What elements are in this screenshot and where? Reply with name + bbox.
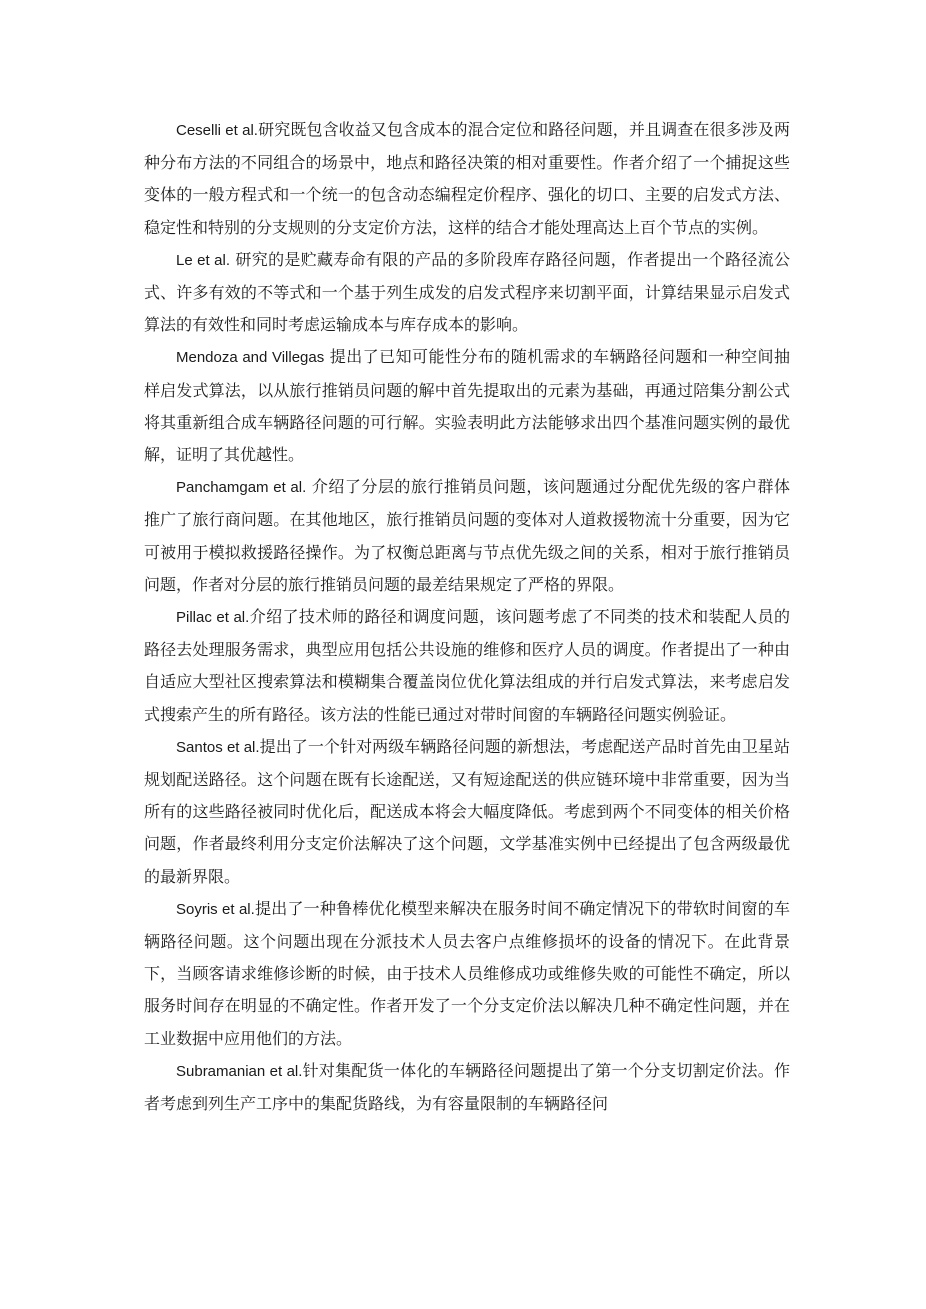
author-name: Santos et al. [176, 738, 260, 756]
paragraph-text: 针对集配货一体化的车辆路径问题提出了第一个分支切割定价法。作者考虑到列生产工序中的集配货路线，为有容量限制的车辆路径问 [144, 1060, 790, 1114]
author-name: Mendoza and Villegas [176, 349, 325, 367]
author-name: Le et al. [176, 251, 231, 269]
paragraph-text: 研究既包含收益又包含成本的混合定位和路径问题，并且调查在很多涉及两种分布方法的不同组合的场景中，地点和路径决策的相对重要性。作者介绍了一个捕捉这些变体的一般方程式和一个统一的包含动态编程定价程序、强化的切口、主要的启发式方法、稳定性和特别的分支规则的分支定价方法，这样的结合才能处理高达上百个节点的实例。 [144, 120, 790, 237]
paragraph-santos [144, 731, 790, 893]
author-name: Ceselli et al. [176, 122, 258, 139]
author-name: Pillac et al. [176, 609, 250, 627]
paragraph-text: 研究的是贮藏寿命有限的产品的多阶段库存路径问题，作者提出一个路径流公式、许多有效的不等式和一个基于列生成发的启发式程序来切割平面，计算结果显示启发式算法的有效性和同时考虑运输成本与库存成本的影响。 [144, 249, 790, 335]
paragraph-mendoza [144, 341, 790, 471]
paragraph-text: 提出了已知可能性分布的随机需求的车辆路径问题和一种空间抽样启发式算法，以从旅行推销员问题的解中首先提取出的元素为基础，再通过陪集分割公式将其重新组合成车辆路径问题的可行解。实验表明此方法能够求出四个基准问题实例的最优解，证明了其优越性。 [144, 347, 790, 465]
paragraph-text: 介绍了技术师的路径和调度问题，该问题考虑了不同类的技术和装配人员的路径去处理服务需求，典型应用包括公共设施的维修和医疗人员的调度。作者提出了一种由自适应大型社区搜索算法和模糊集合覆盖岗位优化算法组成的并行启发式算法，来考虑启发式搜索产生的所有路径。该方法的性能已通过对带时间窗的车辆路径问题实例验证。 [144, 607, 790, 724]
document-page [144, 114, 790, 1120]
paragraph-text: 提出了一种鲁棒优化模型来解决在服务时间不确定情况下的带软时间窗的车辆路径问题。这个问题出现在分派技术人员去客户点维修损坏的设备的情况下。在此背景下，当顾客请求维修诊断的时候，由于技术人员维修成功或维修失败的可能性不确定，所以服务时间存在明显的不确定性。作者开发了一个分支定价法以解决几种不确定性问题，并在工业数据中应用他们的方法。 [144, 898, 790, 1048]
paragraph-ceselli [144, 114, 790, 244]
author-name: Subramanian et al. [176, 1062, 303, 1080]
paragraph-text: 介绍了分层的旅行推销员问题，该问题通过分配优先级的客户群体推广了旅行商问题。在其他地区，旅行推销员问题的变体对人道救援物流十分重要，因为它可被用于模拟救援路径操作。为了权衡总距离与节点优先级之间的关系，相对于旅行推销员问题，作者对分层的旅行推销员问题的最差结果规定了严格的界限。 [144, 477, 790, 594]
paragraph-pillac [144, 601, 790, 731]
paragraph-panchamgam [144, 471, 790, 601]
author-name: Panchamgam et al. [176, 479, 307, 497]
paragraph-text: 提出了一个针对两级车辆路径问题的新想法，考虑配送产品时首先由卫星站规划配送路径。这个问题在既有长途配送，又有短途配送的供应链环境中非常重要，因为当所有的这些路径被同时优化后，配送成本将会大幅度降低。考虑到两个不同变体的相关价格问题，作者最终利用分支定价法解决了这个问题，文学基准实例中已经提出了包含两级最优的最新界限。 [144, 736, 790, 886]
author-name: Soyris et al. [176, 900, 255, 918]
paragraph-le [144, 244, 790, 342]
paragraph-subramanian [144, 1055, 790, 1120]
paragraph-soyris [144, 893, 790, 1055]
